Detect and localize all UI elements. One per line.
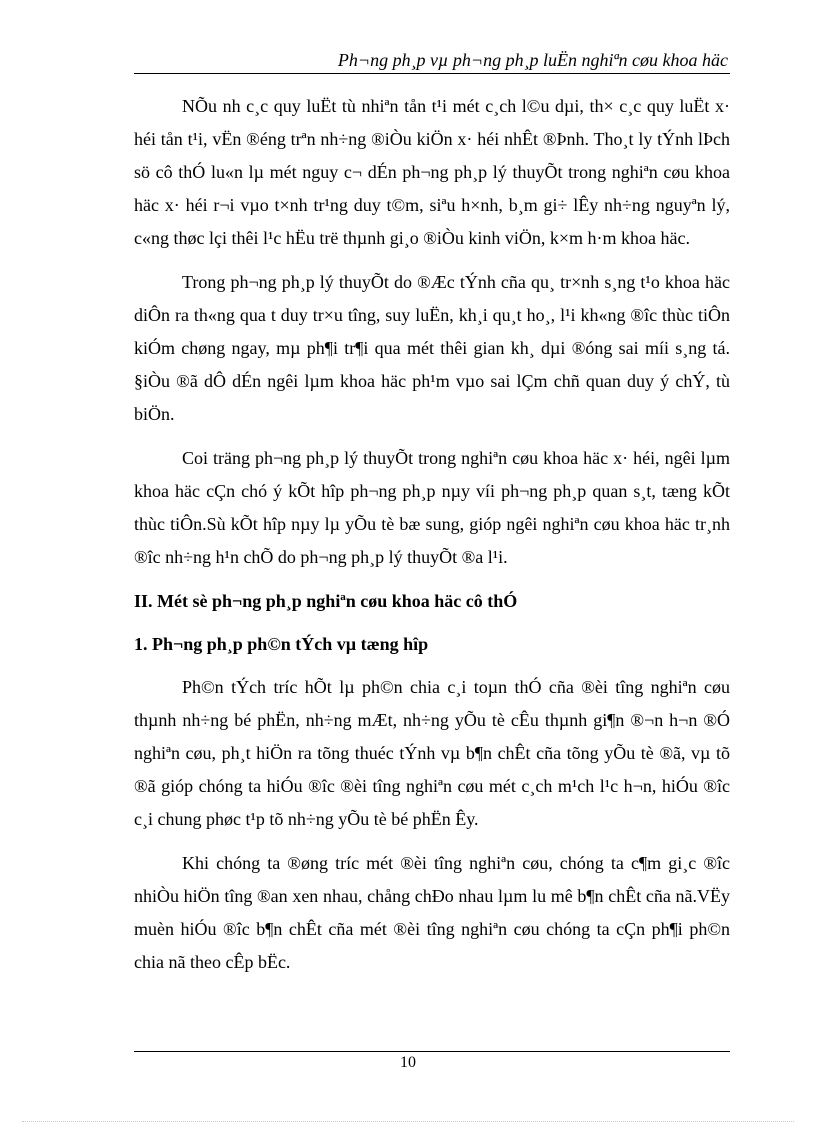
footer-rule [134,1051,730,1052]
body-paragraph: NÕu nh c¸c quy luËt tù nhiªn tån t¹i mét c¸ch l©u dµi, th× c¸c quy luËt x· héi tån t¹i, vËn ®éng trªn nh÷ng ®iÒu kiÖn x· héi nhÊt ®Þnh. Tho¸t ly tÝnh lÞch sö cô thÓ lu«n lµ mét nguy c¬ dÉn ph¬ng ph¸p lý thuyÕt trong nghiªn cøu khoa häc x· héi r¬i vµo t×nh tr¹ng duy t©m, siªu h×nh, b¸m gi÷ lÊy nh÷ng nguyªn lý, c«ng thøc lçi thêi l¹c hËu trë thµnh gi¸o ®iÒu kinh viÖn, k×m h·m khoa häc. [134,96,730,248]
header-rule [134,73,730,74]
page-number: 10 [400,1054,416,1071]
body-paragraph: Ph©n tÝch tríc hÕt lµ ph©n chia c¸i toµn thÓ cña ®èi tîng nghiªn cøu thµnh nh÷ng bé phËn, nh÷ng mÆt, nh÷ng yÕu tè cÊu thµnh gi¶n ®¬n h¬n ®Ó nghiªn cøu, ph¸t hiÖn ra tõng thuéc tÝnh vµ b¶n chÊt cña tõng yÕu tè ®ã, vµ tõ ®ã gióp chóng ta hiÓu ®îc ®èi tîng nghiªn cøu mét c¸ch m¹ch l¹c h¬n, hiÓu ®îc c¸i chung phøc t¹p tõ nh÷ng yÕu tè bé phËn Êy. [134,677,730,829]
page-body [134,90,730,990]
section-heading: II. Mét sè ph¬ng ph¸p nghiªn cøu khoa häc cô thÓ [134,591,518,611]
page-edge-divider [22,1121,794,1122]
running-header-title: Ph¬ng ph¸p vµ ph¬ng ph¸p luËn nghiªn cøu khoa häc [337,50,728,70]
subsection-heading: 1. Ph¬ng ph¸p ph©n tÝch vµ tæng hîp [134,634,429,654]
body-paragraph: Khi chóng ta ®øng tríc mét ®èi tîng nghiªn cøu, chóng ta c¶m gi¸c ®îc nhiÒu hiÖn tîng ®an xen nhau, chång chÐo nhau lµm lu mê b¶n chÊt cña nã.VËy muèn hiÓu ®îc b¶n chÊt cña mét ®èi tîng nghiªn cøu chóng ta cÇn ph¶i ph©n chia nã theo cÊp bËc. [134,853,730,972]
body-paragraph: Trong ph¬ng ph¸p lý thuyÕt do ®Æc tÝnh cña qu¸ tr×nh s¸ng t¹o khoa häc diÔn ra th«ng qua t duy tr×u tîng, suy luËn, kh¸i qu¸t ho¸, l¹i kh«ng ®îc thùc tiÔn kiÓm chøng ngay, mµ ph¶i tr¶i qua mét thêi gian kh¸ dµi ®óng sai míi s¸ng tá. §iÒu ®ã dÔ dÉn ngêi lµm khoa häc ph¹m vµo sai lÇm chñ quan duy ý chÝ, tù biÖn. [134,272,730,424]
body-paragraph: Coi träng ph¬ng ph¸p lý thuyÕt trong nghiªn cøu khoa häc x· héi, ngêi lµm khoa häc cÇn chó ý kÕt hîp ph¬ng ph¸p nµy víi ph¬ng ph¸p quan s¸t, tæng kÕt thùc tiÔn.Sù kÕt hîp nµy lµ yÕu tè bæ sung, gióp ngêi nghiªn cøu khoa häc tr¸nh ®îc nh÷ng h¹n chÕ do ph¬ng ph¸p lý thuyÕt ®a l¹i. [134,448,730,567]
